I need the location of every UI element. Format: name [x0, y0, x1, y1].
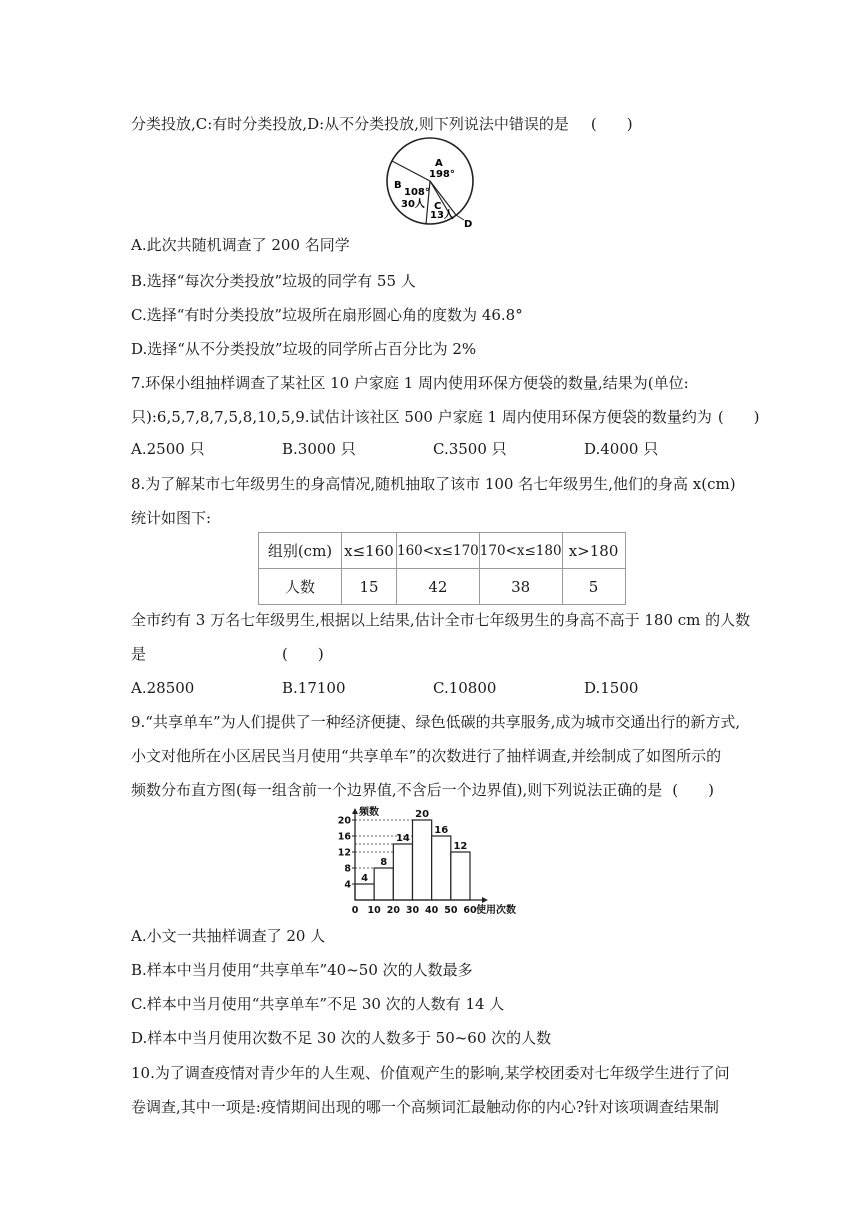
x-tick-label: 60 [463, 905, 477, 916]
histogram-bar [432, 836, 451, 900]
bar-value-label: 8 [380, 857, 388, 868]
q8-stem-line1: 8.为了解某市七年级男生的身高情况,随机抽取了该市 100 名七年级男生,他们的身高 x(cm) [131, 475, 736, 493]
table-header-row [259, 533, 626, 569]
q9-answer-paren: ( ) [672, 781, 714, 799]
q9-option-d: D.样本中当月使用次数不足 30 次的人数多于 50~60 次的人数 [131, 1029, 552, 1047]
q8-stem-line2: 统计如图下: [131, 509, 212, 527]
q6-option-a: A.此次共随机调查了 200 名同学 [131, 236, 350, 254]
q7-stem-line1: 7.环保小组抽样调查了某社区 10 户家庭 1 周内使用环保方便袋的数量,结果为(单位: [131, 374, 689, 392]
pie-radius-ab [392, 161, 430, 181]
pie-label-c-count: 13人 [430, 210, 454, 221]
pie-label-d: D [464, 219, 473, 230]
q6-stem [131, 114, 633, 134]
q8-option-d: D.1500 [584, 679, 639, 697]
table-cell: 组别(cm) [259, 533, 342, 569]
y-tick-label: 16 [337, 831, 351, 843]
histogram-bar [451, 852, 470, 900]
q8-option-a: A.28500 [131, 679, 195, 697]
histogram-bar [355, 884, 374, 900]
y-axis-title: 频数 [359, 807, 379, 818]
table-cell: 170<x≤180 [479, 533, 562, 569]
y-tick-label: 8 [344, 863, 351, 875]
bar-value-label: 20 [415, 809, 430, 820]
pie-label-a: A [435, 158, 443, 169]
bar-value-label: 12 [453, 841, 468, 852]
q9-option-c: C.样本中当月使用“共享单车”不足 30 次的人数有 14 人 [131, 995, 505, 1013]
pie-label-c: C [434, 201, 442, 212]
q9-stem-line3-text: 频数分布直方图(每一组含前一个边界值,不含后一个边界值),则下列说法正确的是 [131, 781, 663, 799]
q9-stem-line2: 小文对他所在小区居民当月使用“共享单车”的次数进行了抽样调查,并绘制成了如图所示的 [131, 747, 722, 765]
q7-stem-line2 [131, 407, 760, 427]
q7-answer-paren: ( ) [717, 408, 760, 426]
q7-option-b: B.3000 只 [282, 440, 356, 458]
x-tick-label: 20 [386, 905, 400, 916]
x-axis-title: 使用次数 [476, 905, 516, 916]
q8-option-c: C.10800 [433, 679, 497, 697]
histogram-bar [393, 844, 412, 900]
q6-answer-paren: ( ) [590, 115, 633, 133]
y-tick-label: 4 [344, 879, 351, 891]
q9-option-a: A.小文一共抽样调查了 20 人 [131, 927, 326, 945]
table-cell: x≤160 [342, 533, 397, 569]
pie-label-a-angle: 198° [429, 169, 455, 180]
pie-pointer-d [456, 215, 464, 220]
q7-option-a: A.2500 只 [131, 440, 205, 458]
q8-answer-paren: ( ) [282, 645, 324, 663]
q7-option-d: D.4000 只 [584, 440, 659, 458]
x-tick-label: 40 [425, 905, 439, 916]
x-tick-label: 50 [444, 905, 458, 916]
q9-stem-line3 [131, 780, 714, 800]
x-axis-arrow [482, 897, 488, 903]
table-cell: 160<x≤170 [397, 533, 480, 569]
q9-stem-line1: 9.“共享单车”为人们提供了一种经济便捷、绿色低碳的共享服务,成为城市交通出行的新方式, [131, 713, 741, 731]
x-tick-label: 10 [367, 905, 381, 916]
q8-stem-line4-text: 是 [131, 645, 147, 663]
usage-histogram [325, 806, 525, 916]
q6-option-d: D.选择“从不分类投放”垃圾的同学所占百分比为 2% [131, 340, 477, 358]
pie-label-b: B [394, 180, 402, 191]
table-cell: 42 [397, 569, 480, 605]
y-tick-label: 12 [337, 847, 351, 859]
q6-pie-chart [383, 136, 483, 236]
bar-value-label: 14 [395, 833, 410, 844]
q6-option-b: B.选择“每次分类投放”垃圾的同学有 55 人 [131, 272, 416, 290]
q7-stem-line2-text: 只):6,5,7,8,7,5,8,10,5,9.试估计该社区 500 户家庭 1 周内使用环保方便袋的数量约为 [131, 408, 712, 426]
q6-stem-text: 分类投放,C:有时分类投放,D:从不分类投放,则下列说法中错误的是 [131, 115, 569, 133]
pie-label-b-count: 30人 [401, 199, 425, 210]
q8-stem-line3: 全市约有 3 万名七年级男生,根据以上结果,估计全市七年级男生的身高不高于 180 cm 的人数 [131, 611, 751, 629]
q10-stem-line2: 卷调查,其中一项是:疫情期间出现的哪一个高频词汇最触动你的内心?针对该项调查结果制 [131, 1098, 719, 1116]
table-cell: 5 [562, 569, 625, 605]
q6-option-c: C.选择“有时分类投放”垃圾所在扇形圆心角的度数为 46.8° [131, 306, 523, 324]
histogram-bar [374, 868, 393, 900]
x-tick-label: 30 [405, 905, 420, 916]
x-tick-label: 0 [351, 905, 359, 916]
q7-option-c: C.3500 只 [433, 440, 507, 458]
pie-label-b-angle: 108° [404, 187, 430, 198]
table-row [259, 569, 626, 605]
height-frequency-table [258, 532, 626, 605]
bar-value-label: 16 [434, 825, 449, 836]
histogram-bar [413, 820, 432, 900]
y-axis-arrow [352, 808, 358, 814]
q10-stem-line1: 10.为了调查疫情对青少年的人生观、价值观产生的影响,某学校团委对七年级学生进行了问 [131, 1064, 730, 1082]
table-cell: x>180 [562, 533, 625, 569]
q8-stem-line4 [131, 644, 324, 664]
y-tick-label: 20 [337, 815, 351, 827]
q8-option-b: B.17100 [282, 679, 346, 697]
bar-value-label: 4 [361, 873, 369, 884]
table-cell: 38 [479, 569, 562, 605]
q9-option-b: B.样本中当月使用“共享单车”40~50 次的人数最多 [131, 961, 473, 979]
table-cell: 人数 [259, 569, 342, 605]
table-cell: 15 [342, 569, 397, 605]
